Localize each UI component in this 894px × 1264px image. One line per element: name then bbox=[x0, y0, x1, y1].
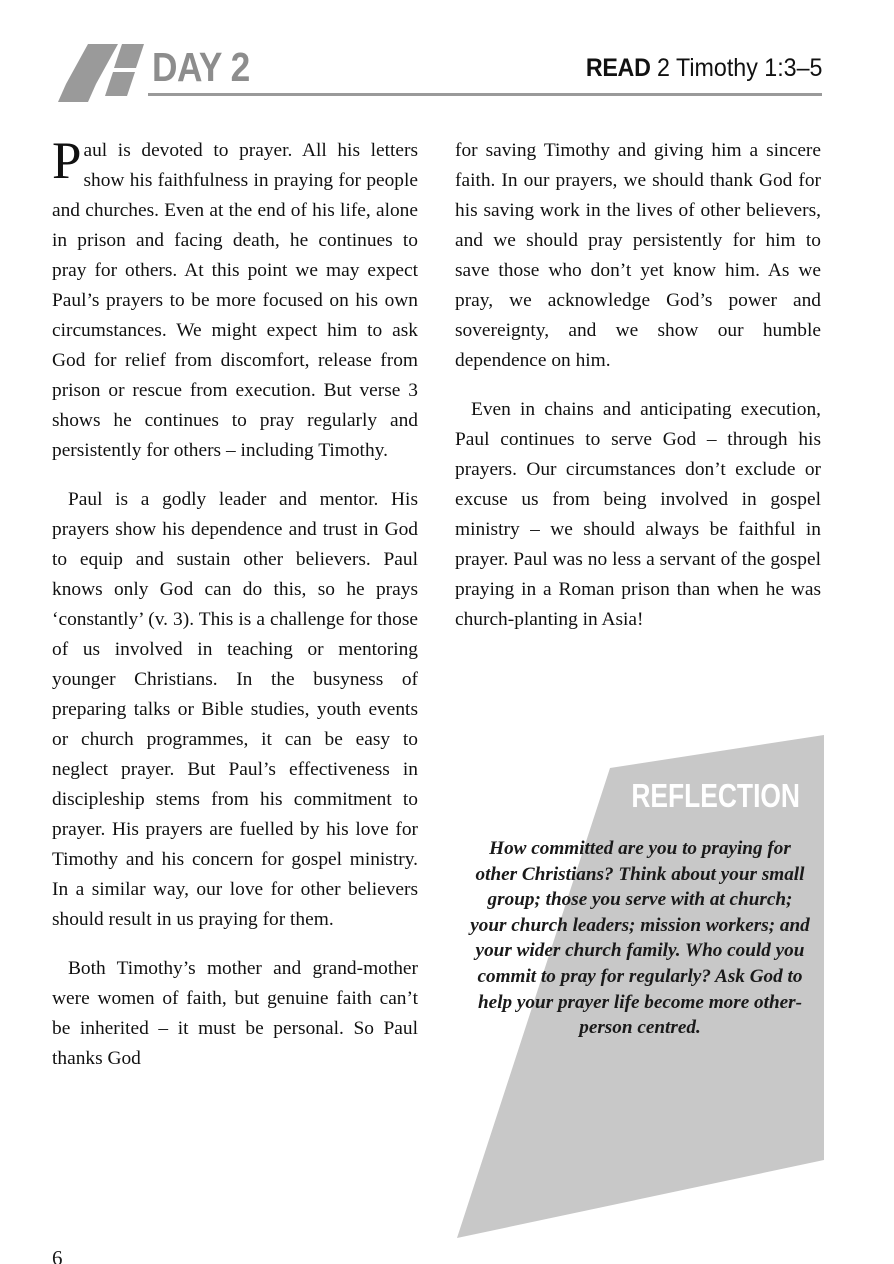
paragraph bbox=[52, 132, 418, 466]
page-header bbox=[0, 0, 894, 118]
ministry-logo-icon bbox=[58, 44, 150, 102]
page-number: 6 bbox=[52, 1248, 63, 1264]
body-column-left bbox=[52, 132, 418, 1074]
read-label: READ bbox=[585, 54, 651, 82]
drop-cap: P bbox=[52, 132, 82, 190]
reflection-text: How committed are you to praying for other Christians? Think about your small group; those you serve with at church; your church leaders; mission workers; and your wider church family. Who could you commit to pray for regularly? Ask God to help your prayer life become more other-person centred. bbox=[470, 838, 810, 1039]
body-column-right bbox=[455, 136, 821, 635]
paragraph: Both Timothy’s mother and grand-mother were women of faith, but genuine faith can’t be inherited – it must be personal. So Paul thanks God bbox=[52, 958, 418, 1069]
reflection-heading: REFLECTION bbox=[631, 777, 800, 814]
page-title: DAY 2 bbox=[152, 44, 250, 90]
paragraph: Even in chains and anticipating execution, Paul continues to serve God – through his prayers. Our circumstances don’t exclude or excuse us from being involved in gospel ministry – we should always be faithful in prayer. Paul was no less a servant of the gospel praying in a Roman prison than when he was church-planting in Asia! bbox=[455, 399, 821, 630]
paragraph-text: aul is devoted to prayer. All his letters show his faithfulness in praying for people and churches. Even at the end of his life, alone in prison and facing death, he continues to pray for others. At this point we may expect Paul’s prayers to be more focused on his own circumstances. We might expect him to ask God for relief from discomfort, release from prison or rescue from execution. But verse 3 shows he continues to pray regularly and persistently for others – including Timothy. bbox=[52, 140, 418, 461]
reading-reference bbox=[585, 56, 822, 81]
paragraph: for saving Timothy and giving him a sincere faith. In our prayers, we should thank God for his saving work in the lives of other believers, and we should pray persistently for him to save those who don’t yet know him. As we pray, we acknowledge God’s power and sovereignty, and we show our humble dependence on him. bbox=[455, 140, 821, 371]
reflection-panel bbox=[452, 730, 824, 1242]
header-divider bbox=[148, 93, 822, 96]
scripture-reference: 2 Timothy 1:3–5 bbox=[656, 54, 822, 82]
paragraph: Paul is a godly leader and mentor. His prayers show his dependence and trust in God to equip and sustain other believers. Paul knows only God can do this, so he prays ‘constantly’ (v. 3). This is a challenge for those of us involved in teaching or mentoring younger Christians. In the busyness of preparing talks or Bible studies, youth events or church programmes, it can be easy to neglect prayer. But Paul’s effectiveness in discipleship stems from his commitment to prayer. His prayers are fuelled by his love for Timothy and his concern for gospel ministry. In a similar way, our love for other believers should result in us praying for them. bbox=[52, 489, 418, 930]
